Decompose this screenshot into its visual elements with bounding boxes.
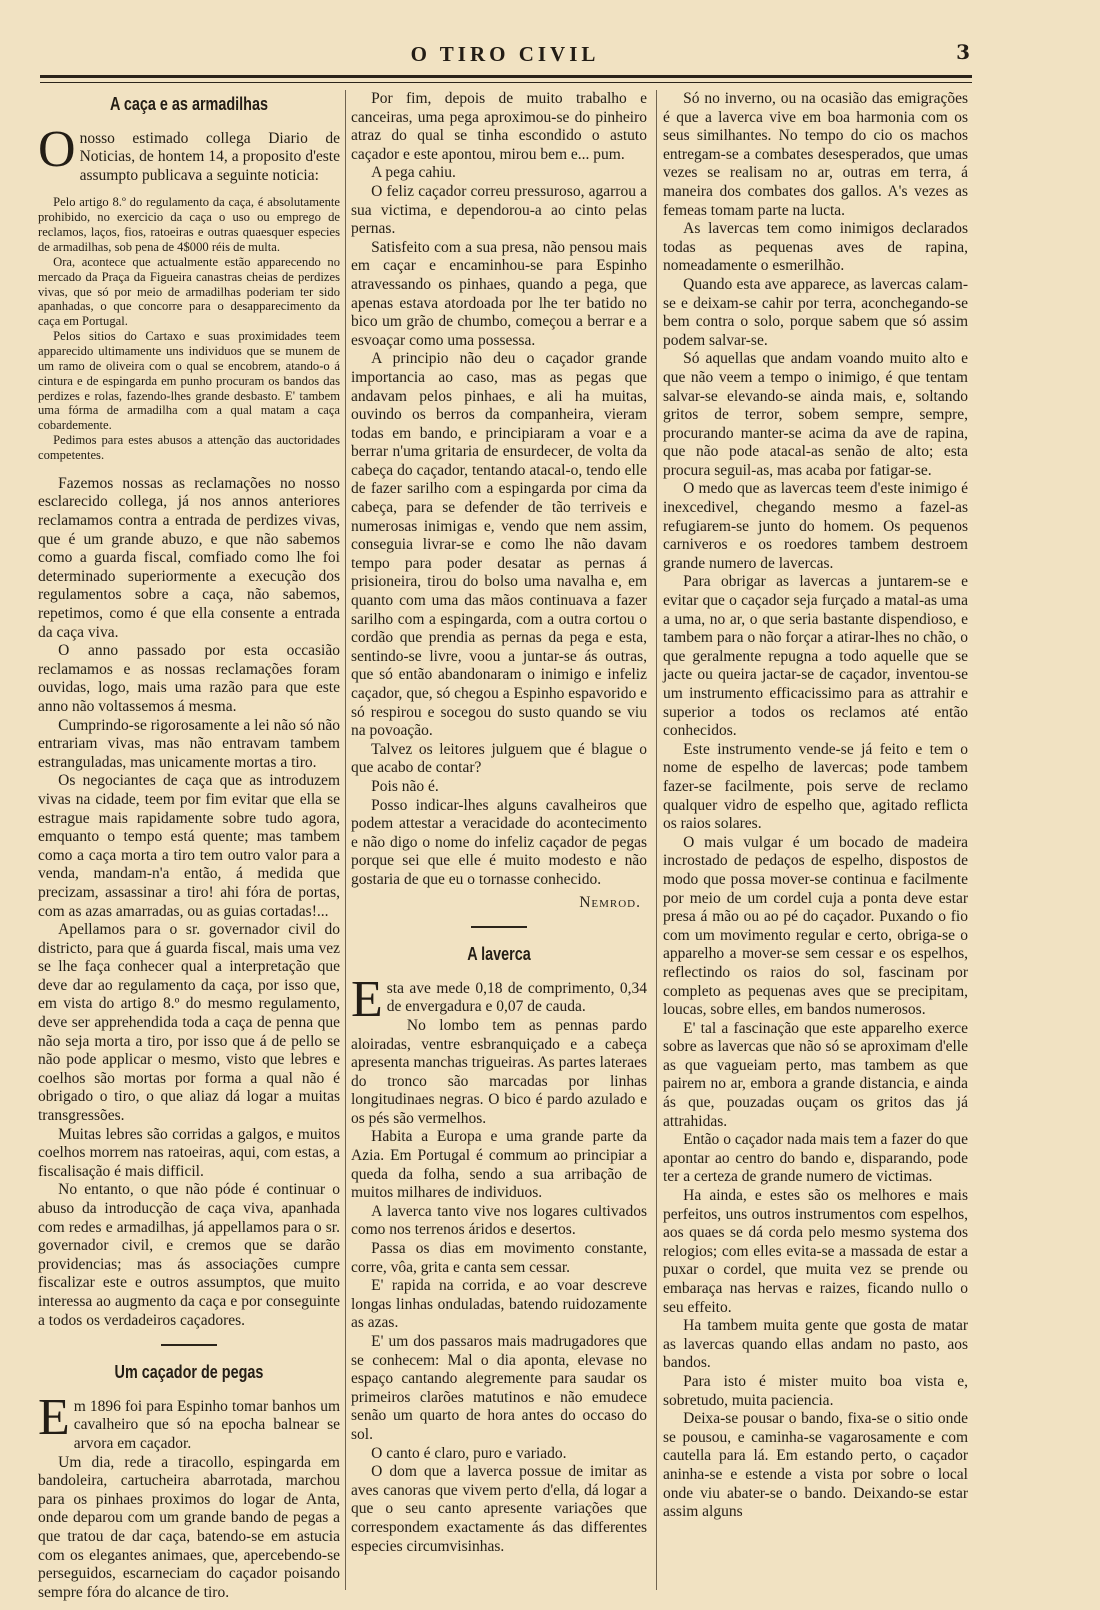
article-paragraph: Apellamos para o sr. governador civil do districto, para que á guarda fiscal, mais uma vez se lhe faça conhecer qual a interpretação que deve dar ao regulamento da caça, por isso que, em vista do artigo 8.º do mesmo regulamento, deve ser apprehendida toda a caça de penna que não seja morta a tiro, por isso que á de pello se não pode applicar o mesmo, visto que lebres e coelhos são mortas por forma a qual não é obrigado o tiro, o que aliaz dá logar a muitas transgressões. [38,921,340,1125]
lead-text: m 1896 foi para Espinho tomar banhos um cavalheiro que só na epocha balnear se arvora em caçador. [73,1397,340,1452]
article-headline: A laverca [467,944,531,965]
column-divider [656,90,657,1590]
quote-paragraph: Pelos sitios do Cartaxo e suas proximidades teem apparecido ultimamente uns individuos que se munem de um ramo de oliveira com o qual se encobrem, atando-o á cintura e de espingarda em punho procuram os bandos das perdizes e rolas, fazendo-lhes grande desbasto. E' tambem uma fórma de armadilha com a qual matam a caça cobardemente. [38,329,340,433]
article-paragraph: O anno passado por esta occasião reclamamos e as nossas reclamações foram ouvidas, logo, mais uma razão para que este anno não voltassemos á mesma. [38,642,340,715]
article-paragraph: Só no inverno, ou na ocasião das emigrações é que a laverca vive em boa harmonia com os seus similhantes. No tempo do cio os machos entregam-se a combates desesperados, que umas vezes se realisam no ar, outras em terra, á maneira dos combates dos gallos. A's vezes as femeas tomam parte na lucta. [663,90,968,219]
article-paragraph: O feliz caçador correu pressuroso, agarrou a sua victima, e dependorou-a ao cinto pelas pernas. [351,182,647,238]
article-paragraph: Os negociantes de caça que as introduzem vivas na cidade, teem por fim evitar que ella se estrague mais rapidamente sobre tudo agora, emquanto o tempo está quente; mas tambem como a caça morta a tiro tem outro valor para a venda, mandam-n'a então, á medida que precizam, assassinar a tiro! ahi fóra de portas, com as azas amarradas, ou as guias cortadas!... [38,772,340,920]
author-signature: Nemrod. [579,893,641,911]
article-paragraph: Habita a Europa e uma grande parte da Azia. Em Portugal é commum ao principiar a queda da folha, sendo a sua arribação de muitos milhares de individuos. [351,1128,647,1202]
article-paragraph: A principio não deu o caçador grande importancia ao caso, mas as pegas que andavam pelos pinhaes, e ali ha muitas, ouvindo os berros da companheira, vieram todas em bando, e principiaram a voar e a berrar n'uma gritaria de ensurdecer, de volta da cabeça do caçador, tentando atacal-o, tendo elle de fazer sarilho com a espingarda por cima da cabeça, para se defender de tão terriveis e numerosas inimigas e, vendo que nem assim, conseguia livrar-se e como lhe não davam tempo para poder desatar as pernas á prisioneira, tirou do bolso uma navalha e, em quanto com uma das mãos continuava a fazer sarilho com a espingarda, com a outra cortou o cordão que prendia as pernas da pega e esta, sentindo-se livre, voou a juntar-se ás outras, que só então abandonaram o inimigo e infeliz caçador, que, só chegou a Espinho espavorido e só respirou e socegou do susto quando se viu na povoação. [351,350,647,740]
article-paragraph: E' rapida na corrida, e ao voar descreve longas linhas onduladas, batendo ruidozamente as azas. [351,1277,647,1332]
article-paragraph: Para obrigar as lavercas a juntarem-se e evitar que o caçador seja furçado a matal-as uma a uma, no ar, o que seria bastante dispendioso, e tambem para o não forçar a atirar-lhes no chão, o que geralmente repugna a todo aquelle que se jacte ou queira jactar-se de caçador, inventou-se um instrumento efficacissimo para as attrahir e superior a todos os reclamos até então conhecidos. [663,573,968,740]
column-left [38,90,340,1601]
section-separator [161,1344,217,1346]
column-middle [351,90,647,1590]
article-paragraph: No lombo tem as pennas pardo aloiradas, ventre esbranquiçado e a cabeça apresenta manchas trigueiras. As partes lateraes do tronco são marcadas por linhas longitudinaes negras. O bico é pardo azulado e os pés são vermelhos. [351,1016,647,1127]
article-paragraph: Talvez os leitores julguem que é blague o que acabo de contar? [351,740,647,777]
article-paragraph: O canto é claro, puro e variado. [371,1444,567,1462]
article-paragraph: Deixa-se pousar o bando, fixa-se o sitio onde se pousou, e caminha-se vagarosamente e com cautella para lá. Em estando perto, o caçador aninha-se e estende a vista por sobre o local onde viu abater-se o bando. Deixando-se estar assim alguns [663,1410,968,1521]
article-paragraph: Posso indicar-lhes alguns cavalheiros que podem attestar a veracidade do acontecimento e não digo o nome do infeliz caçador de pegas porque sei que elle é muito modesto e não gostaria de que eu o tornasse conhecido. [351,796,647,888]
quote-paragraph: Pedimos para estes abusos a attenção das auctoridades competentes. [38,433,340,462]
header-rule [40,75,972,83]
article-headline: A caça e as armadilhas [110,94,268,114]
quote-paragraph: Ora, acontece que actualmente estão apparecendo no mercado da Praça da Figueira canastras cheias de perdizes vivas, que só por meio de armadilhas poderiam ter sido apanhadas, o que concorre para o desapparecimento da caça em Portugal. [38,254,340,329]
column-right [663,90,968,1590]
article-paragraph: Ha ainda, e estes são os melhores e mais perfeitos, uns outros instrumentos com espelhos, aos quaes se dá corda pelo mesmo systema dos relogios; com elles evita-se a massada de estar a puxar o cordel, que muita vez se prende ou embaraça nas hervas e raizes, ficando nullo o seu effeito. [663,1187,968,1316]
drop-cap: E [351,970,383,1028]
page-header [40,36,970,66]
article-paragraph: Satisfeito com a sua presa, não pensou mais em caçar e encaminhou-se para Espinho atravessando os pinhaes, quando a pega, que apenas estava atordoada por lhe ter batido no bico um grão de chumbo, começou a berrar e a esvoaçar como uma possessa. [351,238,647,349]
quoted-notice [38,195,340,462]
quote-paragraph: Pelo artigo 8.º do regulamento da caça, é absolutamente prohibido, no exercicio da caça o uso ou emprego de reclamos, laços, fios, ratoeiras e outras quaesquer especies de armadilhas, sob pena de 4$000 réis de multa. [38,195,340,254]
drop-cap: E [38,1388,70,1446]
newspaper-title: O TIRO CIVIL [410,42,600,66]
article-paragraph: Passa os dias em movimento constante, corre, vôa, grita e canta sem cessar. [351,1240,647,1276]
article-paragraph: O mais vulgar é um bocado de madeira incrostado de pedaços de espelho, dispostos de modo que possa mover-se continua e facilmente por meio de um cordel cuja a ponta deve estar presa á mão ou ao pé do caçador. Puxando o fio com um movimento regular e certo, obriga-se o apparelho a mover-se sem cessar e os espelhos, reflectindo os raios do sol, fascinam por completo as pequenas aves que se precipitam, loucas, sobre elles, em bandos numerosos. [663,833,968,1019]
article-paragraph: Muitas lebres são corridas a galgos, e muitos coelhos morrem nas ratoeiras, aqui, com estas, a fiscalisação é mais difficil. [38,1125,340,1180]
article-paragraph: Ha tambem muita gente que gosta de matar as lavercas quando ellas andam no pasto, aos bandos. [663,1317,968,1372]
article-paragraph: A pega cahiu. [371,164,456,182]
article-lead [38,1388,340,1454]
article-paragraph: E' um dos passaros mais madrugadores que se conhecem: Mal o dia aponta, elevase no espaço cantando alegremente para saudar os primeiros clarões matutinos e não emudece senão um quarto de hora antes do occaso do sol. [351,1333,647,1443]
article-paragraph: Quando esta ave apparece, as lavercas calam-se e deixam-se cahir por terra, aconchegando-se bem contra o solo, porque sabem que só assim podem salvar-se. [663,275,968,349]
article-paragraph: Um dia, rede a tiracollo, espingarda em bandoleira, cartucheira abarrotada, marchou para os pinhaes proximos do logar de Anta, onde deparou com um grande bando de pegas a que tratou de dar caça, batendo-se em astucia com os elegantes animaes, que, apercebendo-se perseguidos, escarneciam do caçador poisando sempre fóra do alcance de tiro. [38,1453,340,1601]
article-paragraph: E' tal a fascinação que este apparelho exerce sobre as lavercas que não só se aproximam d'elle as que vagueiam perto, mas tambem as que pairem no ar, embora a grande distancia, e ainda ás que, pouzadas ouçam os gritos das já attrahidas. [663,1019,968,1130]
article-paragraph: Por fim, depois de muito trabalho e canceiras, uma pega aproximou-se do pinheiro atraz do qual se tinha escondido o astuto caçador e este apontou, mirou bem e... pum. [351,90,647,163]
drop-cap: O [38,120,76,178]
section-separator [471,926,527,928]
column-divider [345,90,346,1590]
article-paragraph: Só aquellas que andam voando muito alto e que não veem a tempo o inimigo, é que tentam salvar-se elevando-se ainda mais, e, soltando gritos de terror, sobem sempre, sempre, procurando manter-se acima da ave de rapina, que não pode atacal-as senão de alto; esta procura seguil-as, mas acaba por fatigar-se. [663,350,968,479]
article-paragraph: A laverca tanto vive nos logares cultivados como nos terrenos áridos e desertos. [351,1202,647,1239]
article-headline: Um caçador de pegas [114,1362,264,1383]
article-paragraph: O medo que as lavercas teem d'este inimigo é inexcedivel, chegando mesmo a fazel-as refugiarem-se junto do homem. Os pequenos carniveros e os roedores tambem destroem grande numero de lavercas. [663,480,968,572]
page-number: 3 [956,40,970,64]
intro-text: nosso estimado collega Diario de Noticias, de hontem 14, a proposito d'este assumpto publicava a seguinte noticia: [79,129,340,184]
article-paragraph: Pois não é. [371,777,439,795]
lead-text: sta ave mede 0,18 de comprimento, 0,34 de envergadura e 0,07 de cauda. [386,979,647,1016]
article-lead [351,970,647,1028]
article-paragraph: Este instrumento vende-se já feito e tem o nome de espelho de lavercas; pode tambem fazer-se facilmente, pois serve de reclamo qualquer vidro de espelho que, agitado reflicta os raios solares. [663,740,968,833]
article-paragraph: Fazemos nossas as reclamações no nosso esclarecido collega, já nos annos anteriores reclamamos contra a entrada de perdizes vivas, que é um grande abuzo, e que não sabemos como a guarda fiscal, comfiado como lhe foi determinado superiormente a execução dos regulamentos sobre a caça, não sabemos, repetimos, como é que ella consente a entrada da caça viva. [38,474,340,641]
article-intro [38,120,340,186]
article-paragraph: Cumprindo-se rigorosamente a lei não só não entrariam vivas, mas não entravam tambem estranguladas, mas unicamente mortas a tiro. [38,716,340,771]
article-paragraph: No entanto, o que não póde é continuar o abuso da introducção de caça viva, apanhada com redes e armadilhas, já appellamos para o sr. governador civil, e cremos que se darão providencias; mas ás associações cumpre fiscalizar este e outros assumptos, que muito interessa ao augmento da caça e por conseguinte a todos os verdadeiros caçadores. [38,1181,340,1329]
article-paragraph: Então o caçador nada mais tem a fazer do que apontar ao centro do bando e, disparando, pode ter a certeza de grande numero de victimas. [663,1131,968,1186]
article-paragraph: As lavercas tem como inimigos declarados todas as pequenas aves de rapina, nomeadamente o esmerilhão. [663,220,968,275]
article-paragraph: O dom que a laverca possue de imitar as aves canoras que vivem perto d'ella, dá logar a que o seu canto apresente variações que correspondem exactamente ás das differentes especies circumvisinhas. [351,1463,647,1555]
article-paragraph: Para isto é mister muito boa vista e, sobretudo, muita paciencia. [663,1372,968,1409]
